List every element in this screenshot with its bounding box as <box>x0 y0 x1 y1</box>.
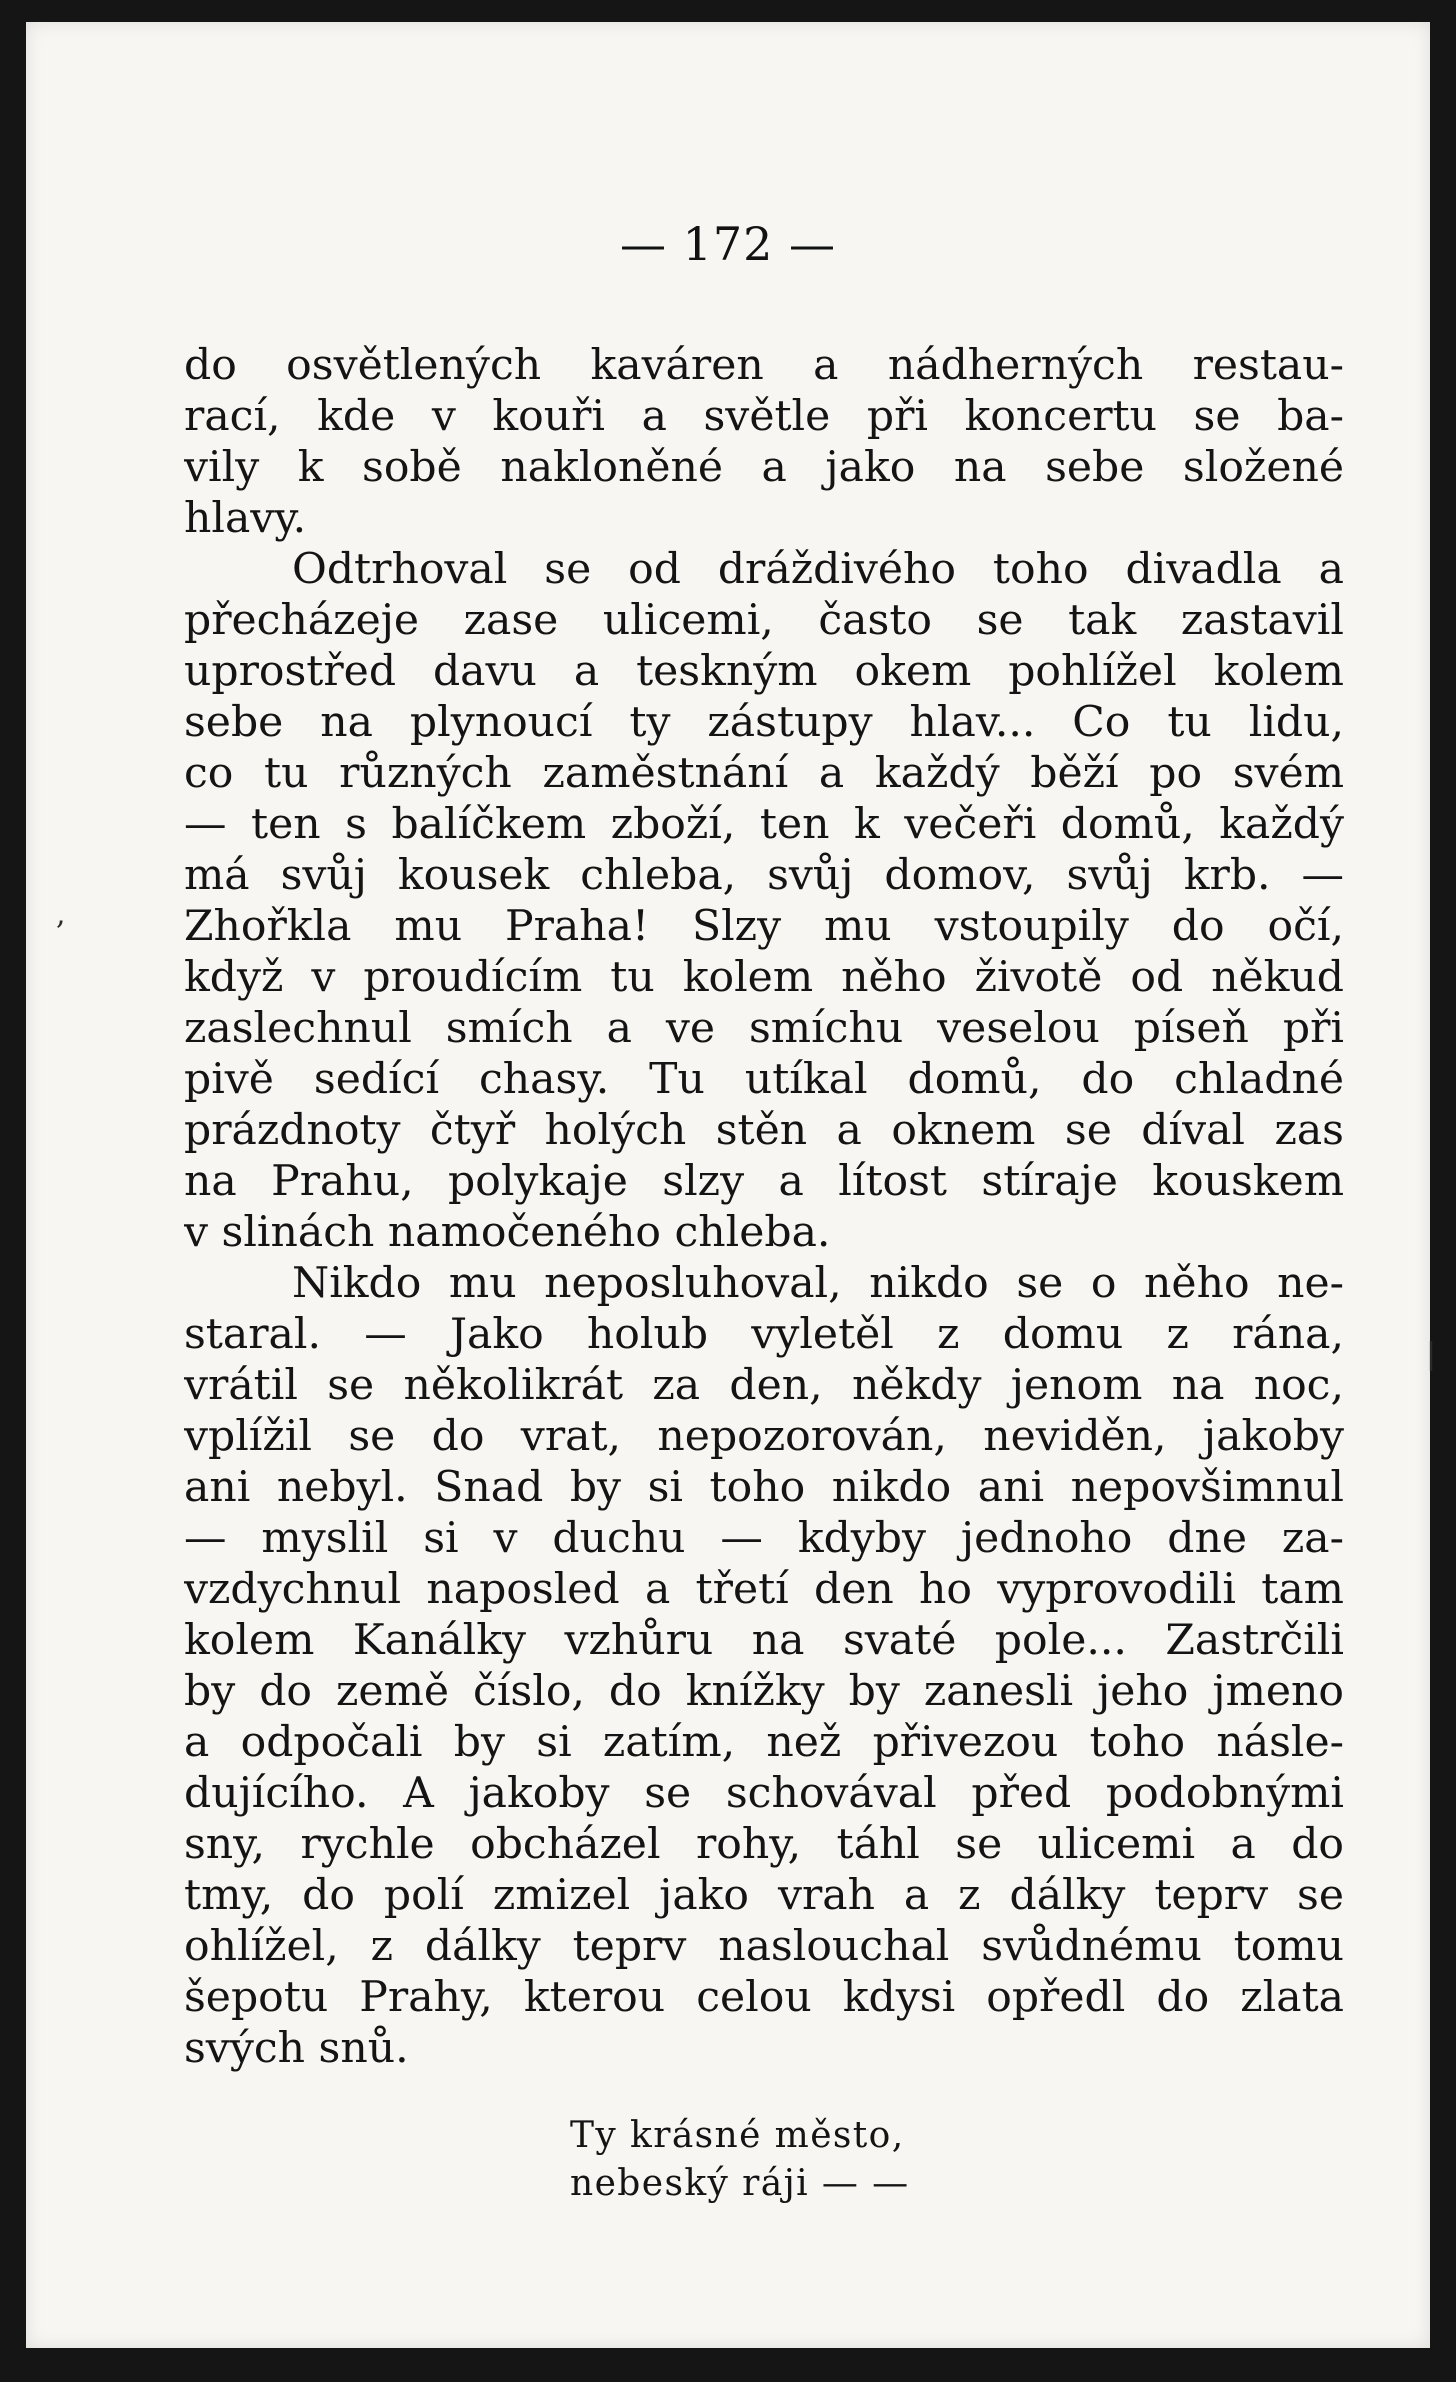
text-line: má svůj kousek chleba, svůj domov, svůj krb. — <box>184 851 1344 900</box>
text-line: staral. — Jako holub vyletěl z domu z rána, <box>184 1310 1344 1359</box>
text-line: Zhořkla mu Praha! Slzy mu vstoupily do očí, <box>184 902 1344 951</box>
text-line: by do země číslo, do knížky by zanesli jeho jmeno <box>184 1667 1344 1716</box>
text-line: v slinách namočeného chleba. <box>184 1208 831 1257</box>
text-line: — myslil si v duchu — kdyby jednoho dne za- <box>184 1514 1344 1563</box>
text-line: zaslechnul smích a ve smíchu veselou píseň při <box>184 1004 1344 1053</box>
text-line: vzdychnul naposled a třetí den ho vyprovodili tam <box>184 1565 1344 1614</box>
text-line: přecházeje zase ulicemi, často se tak zastavil <box>184 596 1344 645</box>
text-line: Odtrhoval se od dráždivého toho divadla a <box>292 545 1344 594</box>
text-line: rací, kde v kouři a světle při koncertu se ba- <box>184 392 1344 441</box>
text-line: vrátil se několikrát za den, někdy jenom na noc, <box>184 1361 1344 1410</box>
left-margin-speck: , <box>56 897 66 932</box>
text-line: sny, rychle obcházel rohy, táhl se ulicemi a do <box>184 1820 1344 1869</box>
book-page <box>26 22 1437 2348</box>
text-line: prázdnoty čtyř holých stěn a oknem se díval zas <box>184 1106 1344 1155</box>
text-line: sebe na plynoucí ty zástupy hlav... Co tu lidu, <box>184 698 1344 747</box>
text-line: ohlížel, z dálky teprv naslouchal svůdnému tomu <box>184 1922 1344 1971</box>
text-line: Nikdo mu neposluhoval, nikdo se o něho ne- <box>292 1259 1344 1308</box>
right-margin-speck: | <box>1426 1337 1437 1372</box>
text-line: do osvětlených kaváren a nádherných restau- <box>184 341 1344 390</box>
text-line: pivě sedící chasy. Tu utíkal domů, do chladné <box>184 1055 1344 1104</box>
verse-line: Ty krásné město, <box>570 2115 905 2156</box>
page-number: — 172 — <box>619 217 837 271</box>
text-line: kolem Kanálky vzhůru na svaté pole... Zastrčili <box>184 1616 1344 1665</box>
text-line: co tu různých zaměstnání a každý běží po svém <box>184 749 1344 798</box>
text-line: svých snů. <box>184 2024 409 2073</box>
text-line: hlavy. <box>184 494 307 543</box>
text-line: a odpočali by si zatím, než přivezou toho násle- <box>184 1718 1344 1767</box>
text-line: když v proudícím tu kolem něho životě od někud <box>184 953 1344 1002</box>
body-text <box>184 340 1344 2074</box>
text-line: vily k sobě nakloněné a jako na sebe složené <box>184 443 1344 492</box>
verse-line: nebeský ráji — — <box>570 2163 910 2204</box>
text-line: šepotu Prahy, kterou celou kdysi opředl do zlata <box>184 1973 1344 2022</box>
text-line: ani nebyl. Snad by si toho nikdo ani nepovšimnul <box>184 1463 1344 1512</box>
text-line: tmy, do polí zmizel jako vrah a z dálky teprv se <box>184 1871 1344 1920</box>
verse-quote <box>570 2112 1030 2208</box>
text-line: uprostřed davu a teskným okem pohlížel kolem <box>184 647 1344 696</box>
text-line: dujícího. A jakoby se schovával před podobnými <box>184 1769 1344 1818</box>
text-line: — ten s balíčkem zboží, ten k večeři domů, každý <box>184 800 1344 849</box>
text-line: na Prahu, polykaje slzy a lítost stíraje kouskem <box>184 1157 1344 1206</box>
text-line: vplížil se do vrat, nepozorován, neviděn, jakoby <box>184 1412 1344 1461</box>
